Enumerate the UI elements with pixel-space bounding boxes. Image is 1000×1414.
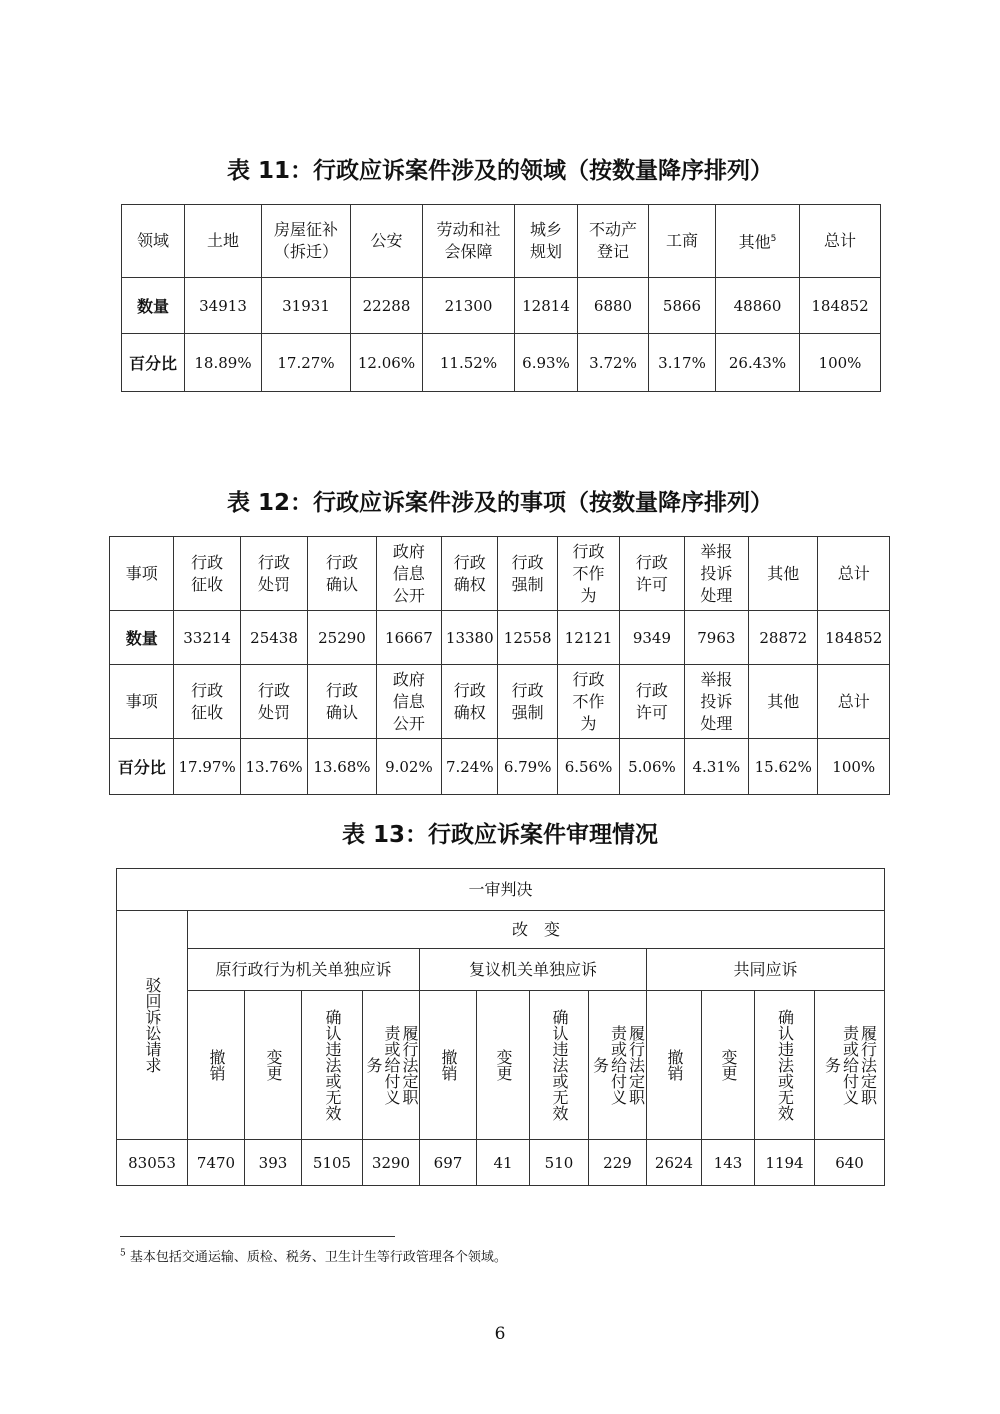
table13-cell: 41	[477, 1140, 530, 1186]
table11-cell: 184852	[800, 278, 881, 334]
table12-cell: 16667	[376, 611, 441, 665]
reject-label: 驳回诉讼请求	[143, 977, 162, 1073]
table11-title: 表 11：行政应诉案件涉及的领域（按数量降序排列）	[226, 158, 773, 184]
table11-cell: 12.06%	[351, 334, 423, 392]
table12-count-row	[110, 611, 890, 665]
table13-cell: 697	[420, 1140, 477, 1186]
table11-row-label: 数量	[122, 278, 185, 334]
table11-cell: 22288	[351, 278, 423, 334]
table12-title: 表 12：行政应诉案件涉及的事项（按数量降序排列）	[226, 490, 773, 516]
table12-row-label: 事项	[110, 665, 174, 739]
table12-row-label: 数量	[110, 611, 174, 665]
table11-header-cell: 公安	[351, 205, 423, 278]
table12-header-cell: 政府信息公开	[376, 665, 441, 739]
table13-cell: 640	[815, 1140, 885, 1186]
table11-header-cell: 总计	[800, 205, 881, 278]
table13-group-row	[117, 949, 885, 991]
footnote-mark: 5	[770, 234, 777, 245]
table13-top-row	[117, 869, 885, 911]
table12-header-cell: 行政确认	[308, 537, 376, 611]
table12-header-cell: 行政强制	[498, 537, 557, 611]
table12-cell: 7.24%	[442, 739, 498, 795]
table12-cell: 13380	[442, 611, 498, 665]
table13-subheader-row	[117, 991, 885, 1140]
table13-sub-header: 履行法定职责或给付义务	[589, 991, 647, 1140]
table11-cell: 26.43%	[716, 334, 800, 392]
table11-cell: 31931	[262, 278, 351, 334]
table13-group-header: 原行政行为机关单独应诉	[188, 949, 420, 991]
footnote-divider	[120, 1236, 395, 1237]
table11-count-row	[122, 278, 881, 334]
table13-value-row	[117, 1140, 885, 1186]
table11-cell: 12814	[515, 278, 578, 334]
table11-cell: 17.27%	[262, 334, 351, 392]
table13-top-header: 一审判决	[117, 869, 885, 911]
table12-header-cell: 行政征收	[174, 537, 240, 611]
table13-cell: 143	[702, 1140, 755, 1186]
table12-header-cell: 举报投诉处理	[684, 665, 748, 739]
table12-header-cell: 总计	[818, 665, 890, 739]
table12-header-cell: 行政不作为	[557, 665, 619, 739]
table13-cell: 5105	[302, 1140, 363, 1186]
table12-cell: 13.68%	[308, 739, 376, 795]
table13-sub-header: 确认违法或无效	[302, 991, 363, 1140]
table12-percent-row	[110, 739, 890, 795]
table12-row-label: 事项	[110, 537, 174, 611]
table12-cell: 4.31%	[684, 739, 748, 795]
table11-cell: 21300	[423, 278, 515, 334]
table12-header-cell: 总计	[818, 537, 890, 611]
table12-header-cell: 行政处罚	[240, 537, 307, 611]
table11-header-cell: 工商	[649, 205, 716, 278]
table12-cell: 6.79%	[498, 739, 557, 795]
table13-sub-header: 履行法定职责或给付义务	[363, 991, 420, 1140]
table12-cell: 184852	[818, 611, 890, 665]
table12-header-cell: 其他	[749, 665, 818, 739]
footnote	[120, 1246, 507, 1265]
table12-cell: 6.56%	[557, 739, 619, 795]
table13-sub-header: 履行法定职责或给付义务	[815, 991, 885, 1140]
table13-sub-header: 撤销	[647, 991, 702, 1140]
table12-cell: 9.02%	[376, 739, 441, 795]
table13-sub-header: 变更	[702, 991, 755, 1140]
table12-header-cell: 政府信息公开	[376, 537, 441, 611]
table13-cell: 229	[589, 1140, 647, 1186]
table11-header-cell: 土地	[185, 205, 262, 278]
table11-cell: 11.52%	[423, 334, 515, 392]
footnote-text: 基本包括交通运输、质检、税务、卫生计生等行政管理各个领域。	[129, 1250, 507, 1265]
table12-header-cell: 行政确权	[442, 537, 498, 611]
table12-header-cell: 行政确认	[308, 665, 376, 739]
table11-row-label: 百分比	[122, 334, 185, 392]
table11-header-row	[122, 205, 881, 278]
table11-header-cell: 房屋征补（拆迁）	[262, 205, 351, 278]
table11-header-cell: 不动产登记	[578, 205, 649, 278]
table12-cell: 13.76%	[240, 739, 307, 795]
table13-title: 表 13：行政应诉案件审理情况	[341, 822, 658, 848]
table11	[121, 204, 881, 392]
table12-cell: 100%	[818, 739, 890, 795]
table13	[116, 868, 885, 1186]
table12-header-cell: 行政强制	[498, 665, 557, 739]
table13-sub-header: 撤销	[420, 991, 477, 1140]
table13-cell: 83053	[117, 1140, 188, 1186]
table12-cell: 12121	[557, 611, 619, 665]
table12-header-row	[110, 537, 890, 611]
table11-row-label: 领域	[122, 205, 185, 278]
table11-cell: 48860	[716, 278, 800, 334]
table13-change-header: 改 变	[188, 911, 885, 949]
table12-cell: 17.97%	[174, 739, 240, 795]
table13-sub-header: 变更	[477, 991, 530, 1140]
table12-row-label: 百分比	[110, 739, 174, 795]
table12-header-cell: 行政许可	[620, 537, 684, 611]
table12	[109, 536, 890, 795]
table12-header-cell: 行政许可	[620, 665, 684, 739]
table12-header-cell: 行政征收	[174, 665, 240, 739]
table11-cell: 3.17%	[649, 334, 716, 392]
table13-sub-header: 确认违法或无效	[755, 991, 815, 1140]
table13-cell: 510	[530, 1140, 589, 1186]
table11-cell: 3.72%	[578, 334, 649, 392]
table12-header-cell: 行政处罚	[240, 665, 307, 739]
table11-cell: 34913	[185, 278, 262, 334]
table13-cell: 393	[245, 1140, 302, 1186]
table11-header-cell: 城乡规划	[515, 205, 578, 278]
table11-cell: 6880	[578, 278, 649, 334]
table12-header-cell: 其他	[749, 537, 818, 611]
table13-cell: 2624	[647, 1140, 702, 1186]
table13-sub-header: 撤销	[188, 991, 245, 1140]
table13-change-row	[117, 911, 885, 949]
page-number: 6	[494, 1324, 506, 1344]
table11-cell: 5866	[649, 278, 716, 334]
table12-header-cell: 行政不作为	[557, 537, 619, 611]
table12-header-cell: 行政确权	[442, 665, 498, 739]
table12-cell: 28872	[749, 611, 818, 665]
table13-cell: 1194	[755, 1140, 815, 1186]
table13-cell: 7470	[188, 1140, 245, 1186]
table12-cell: 7963	[684, 611, 748, 665]
table12-cell: 12558	[498, 611, 557, 665]
table13-group-header: 复议机关单独应诉	[420, 949, 647, 991]
table13-group-header: 共同应诉	[647, 949, 885, 991]
table11-cell: 100%	[800, 334, 881, 392]
table12-header-row-repeat	[110, 665, 890, 739]
table11-cell: 6.93%	[515, 334, 578, 392]
table11-header-cell: 其他$^5$	[716, 205, 800, 278]
table13-sub-header: 确认违法或无效	[530, 991, 589, 1140]
table12-cell: 15.62%	[749, 739, 818, 795]
table12-cell: 9349	[620, 611, 684, 665]
table11-percent-row	[122, 334, 881, 392]
table13-reject-header	[117, 911, 188, 1140]
table13-sub-header: 变更	[245, 991, 302, 1140]
table12-cell: 25290	[308, 611, 376, 665]
table12-cell: 25438	[240, 611, 307, 665]
footnote-mark: 5	[120, 1248, 126, 1259]
table12-cell: 5.06%	[620, 739, 684, 795]
table11-cell: 18.89%	[185, 334, 262, 392]
table13-cell: 3290	[363, 1140, 420, 1186]
table12-cell: 33214	[174, 611, 240, 665]
table12-header-cell: 举报投诉处理	[684, 537, 748, 611]
table11-header-cell: 劳动和社会保障	[423, 205, 515, 278]
